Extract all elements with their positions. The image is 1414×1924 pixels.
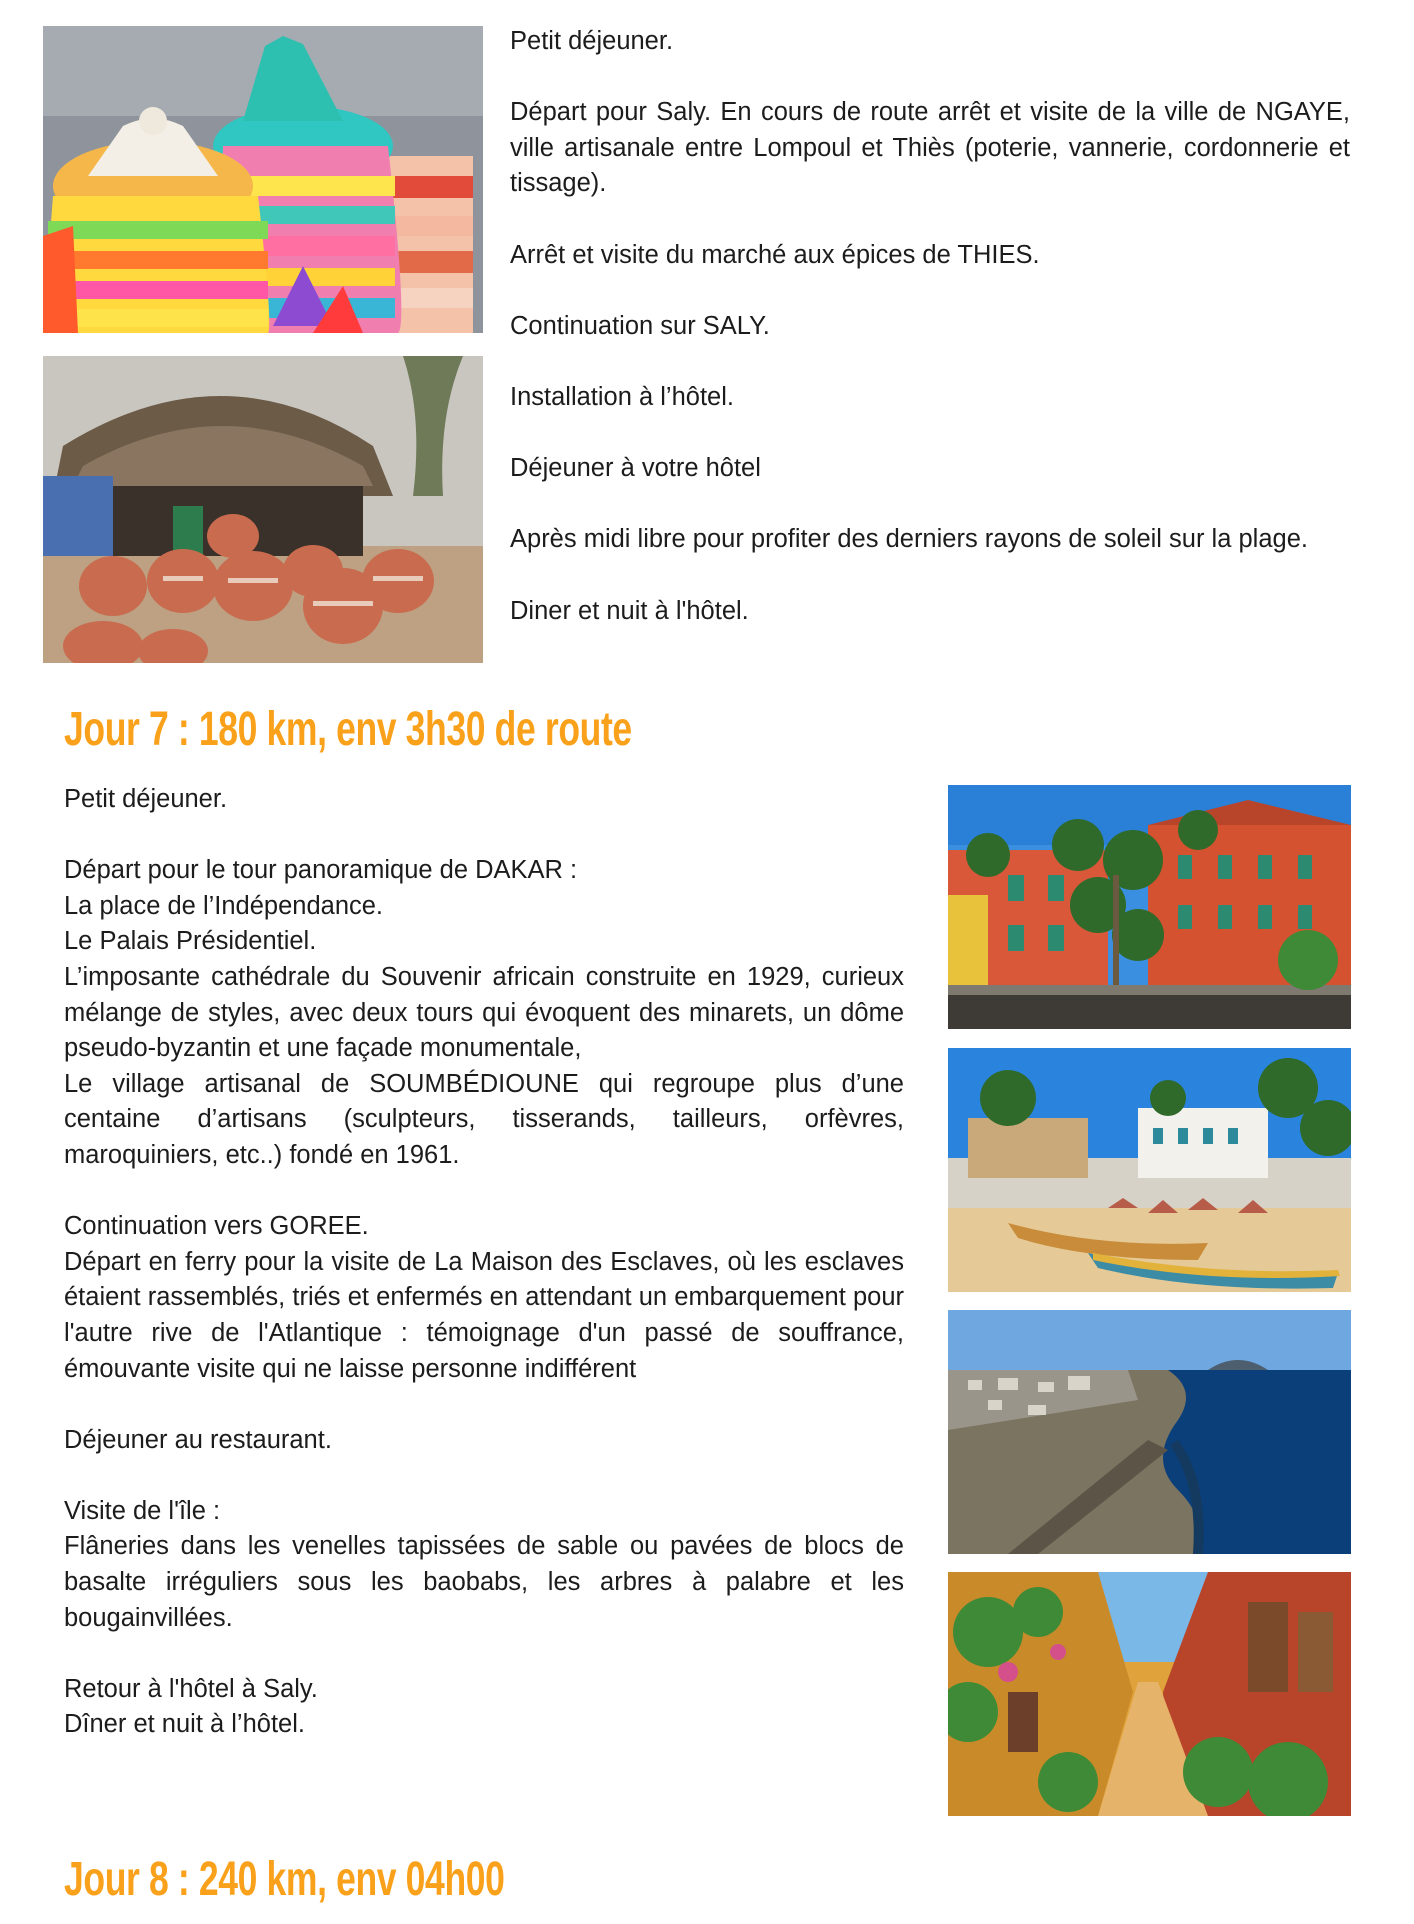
paragraph [64, 1423, 904, 1459]
paragraph [64, 853, 904, 1173]
paragraph [510, 380, 1350, 416]
paragraph [64, 782, 904, 818]
paragraph [510, 24, 1350, 60]
text-line: Petit déjeuner. [64, 785, 228, 813]
paragraph [510, 594, 1350, 630]
paragraph [510, 522, 1350, 558]
paragraph [64, 1494, 904, 1636]
text-line: Flâneries dans les venelles tapissées de sable ou pavées de blocs de basalte irréguliers sous les baobabs, les arbres à palabre et les bougainvillées. [64, 1532, 904, 1632]
day7-itinerary [64, 782, 904, 1743]
text-line: Visite de l'île : [64, 1496, 221, 1525]
paragraph [64, 1672, 904, 1743]
text-line: Départ pour Saly. En cours de route arrêt et visite de la ville de NGAYE, ville artisanale entre Lompoul et Thiès (poterie, vannerie, cordonnerie et tissage). [510, 98, 1350, 198]
text-line: Départ pour le tour panoramique de DAKAR : [64, 856, 578, 885]
paragraph [64, 1209, 904, 1387]
text-line: Après midi libre pour profiter des derniers rayons de soleil sur la plage. [510, 525, 1308, 554]
text-line: Le village artisanal de SOUMBÉDIOUNE qui regroupe plus d’une centaine d’artisans (sculpteurs, tisserands, tailleurs, orfèvres, maroquiniers, etc..) fondé en 1961. [64, 1069, 904, 1169]
text-line: Petit déjeuner. [510, 27, 674, 55]
text-line: Installation à l’hôtel. [510, 382, 734, 411]
photo-pottery-hut [43, 356, 483, 663]
photo-red-colonial-buildings [948, 785, 1351, 1029]
photo-goree-alley [948, 1572, 1351, 1816]
text-line: Déjeuner au restaurant. [64, 1425, 332, 1454]
text-line: La place de l’Indépendance. [64, 891, 384, 920]
text-line: Diner et nuit à l'hôtel. [510, 596, 749, 625]
text-line: Départ en ferry pour la visite de La Maison des Esclaves, où les esclaves étaient rassemblés, triés et enfermés en attendant un embarquement pour l'autre rive de l'Atlantique : témoignage d'un passé de souffrance, émouvante visite qui ne laisse personne indifférent [64, 1247, 904, 1383]
paragraph [510, 309, 1350, 345]
text-line: L’imposante cathédrale du Souvenir africain construite en 1929, curieux mélange de styles, avec deux tours qui évoquent des minarets, un dôme pseudo-byzantin et une façade monumentale, [64, 962, 904, 1063]
photo-dakar-coastline [948, 1310, 1351, 1554]
text-line: Continuation sur SALY. [510, 311, 770, 340]
day8-title: Jour 8 : 240 km, env 04h00 [64, 1853, 505, 1906]
text-line: Retour à l'hôtel à Saly. [64, 1674, 318, 1703]
photo-goree-beach-pirogues [948, 1048, 1351, 1292]
text-line: Continuation vers GOREE. [64, 1212, 369, 1241]
text-line: Déjeuner à votre hôtel [510, 454, 761, 483]
day7-title: Jour 7 : 180 km, env 3h30 de route [64, 703, 632, 756]
photo-woven-baskets [43, 26, 483, 333]
text-line: Le Palais Présidentiel. [64, 927, 317, 956]
text-line: Arrêt et visite du marché aux épices de THIES. [510, 240, 1040, 269]
paragraph [510, 451, 1350, 487]
paragraph [510, 95, 1350, 202]
paragraph [510, 238, 1350, 274]
day6-itinerary [510, 24, 1350, 629]
text-line: Dîner et nuit à l’hôtel. [64, 1710, 305, 1739]
